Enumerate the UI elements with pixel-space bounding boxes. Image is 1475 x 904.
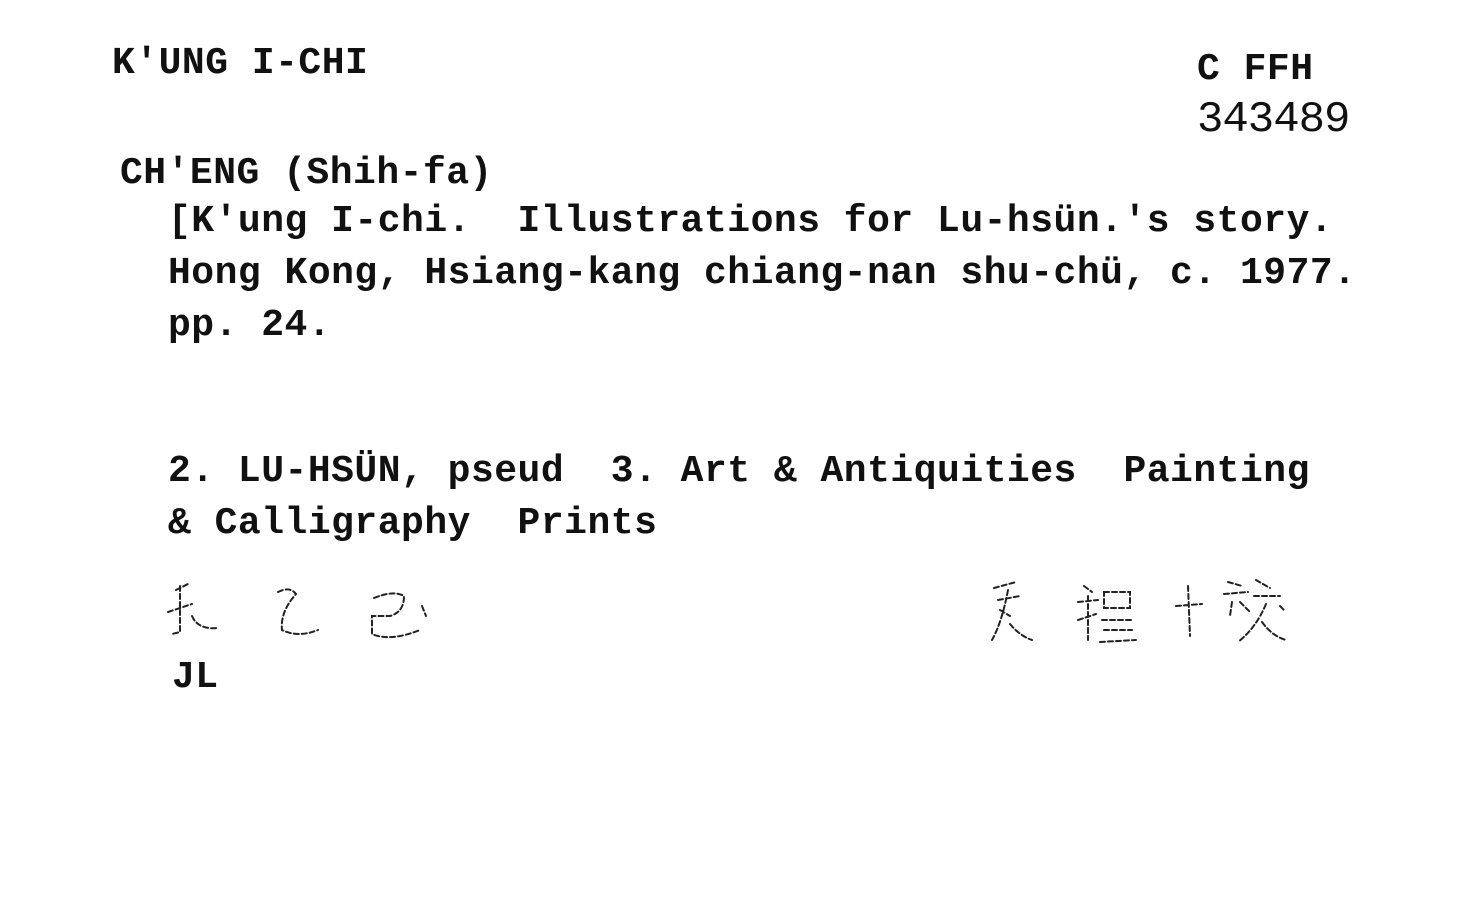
description-line-2: Hong Kong, Hsiang-kang chiang-nan shu-chü, c. 1977. (168, 252, 1357, 295)
shelfmark-line-1: C FFH (1197, 48, 1314, 91)
handwritten-title-calligraphy (158, 572, 438, 652)
handwritten-author-calligraphy (980, 566, 1300, 656)
shelfmark-line-2: 343489 (1197, 95, 1350, 145)
description-line-3: pp. 24. (168, 304, 332, 347)
subjects-line-1: 2. LU-HSÜN, pseud 3. Art & Antiquities Painting (168, 450, 1310, 493)
author-entry: CH'ENG (Shih-fa) (120, 152, 493, 195)
description-line-1: [K'ung I-chi. Illustrations for Lu-hsün.'s story. (168, 200, 1334, 243)
card-heading: K'UNG I-CHI (112, 42, 369, 85)
cataloguer-initials: JL (172, 656, 219, 699)
subjects-line-2: & Calligraphy Prints (168, 502, 658, 545)
